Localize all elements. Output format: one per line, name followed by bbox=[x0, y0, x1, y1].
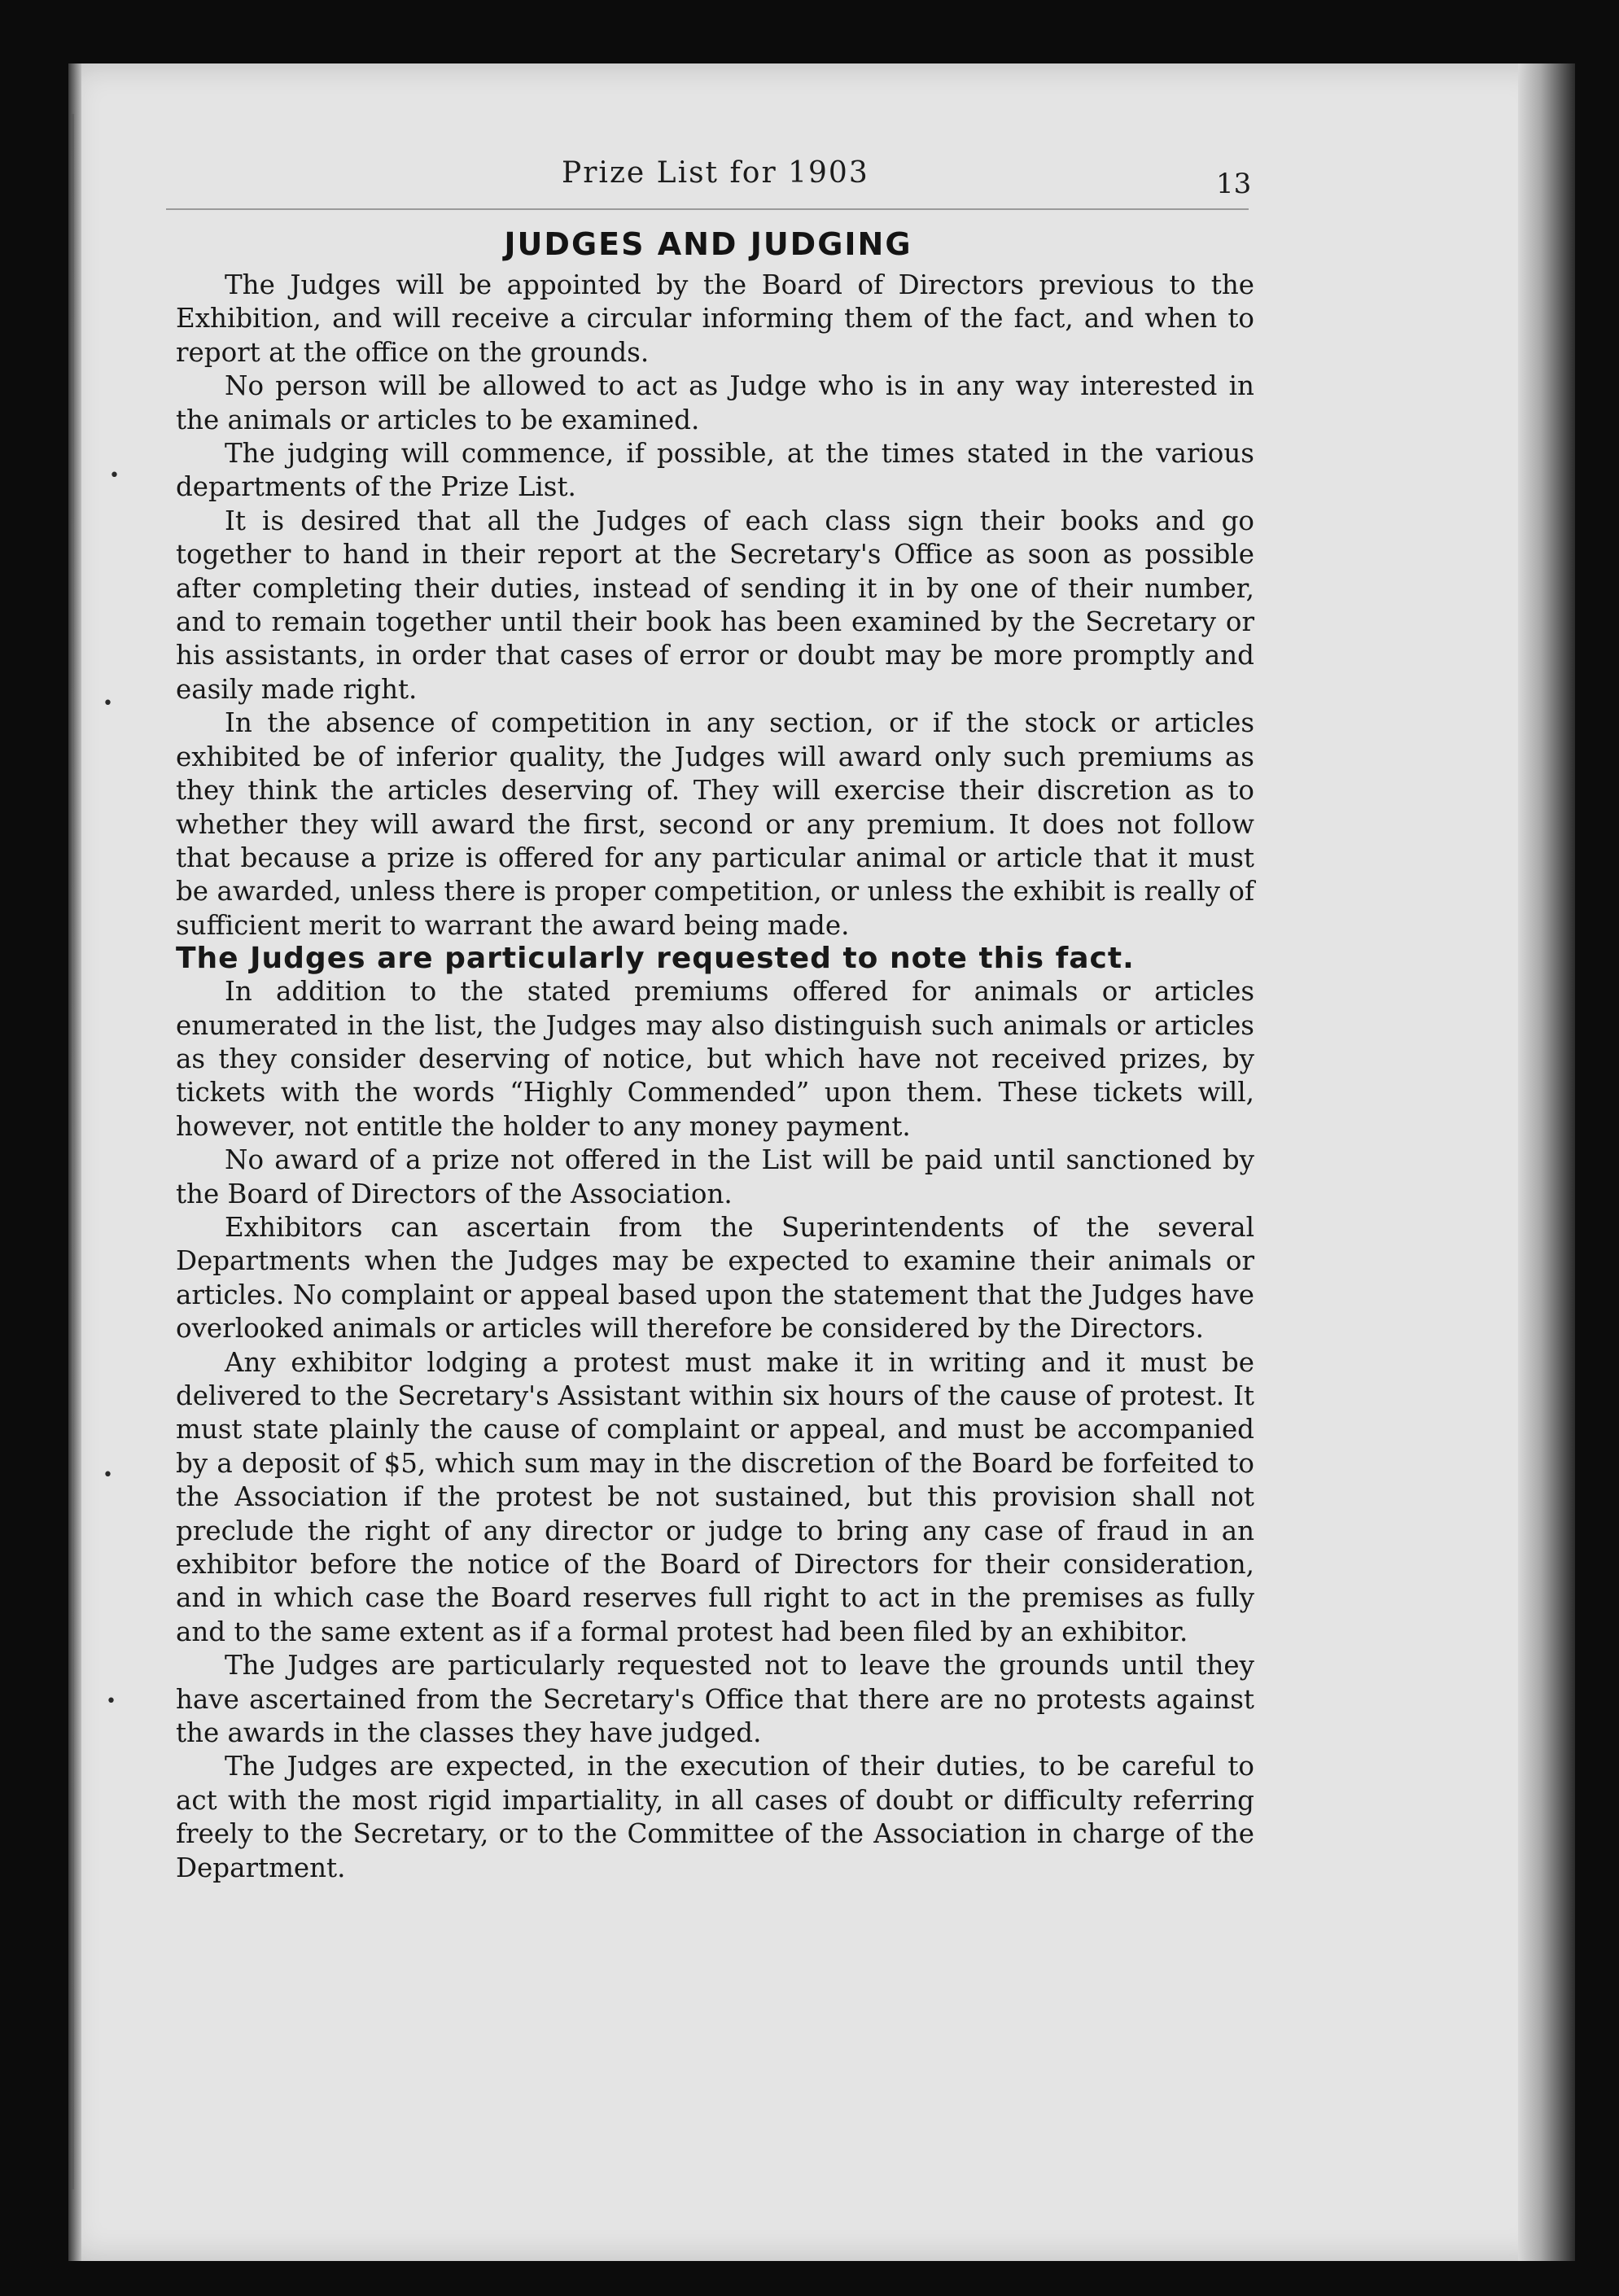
margin-speck: • bbox=[103, 1465, 113, 1485]
paragraph: In addition to the stated premiums offered for animals or articles enumerated in the list, the Judges may also distinguish such animals or articles as they consider deserving of notice, but which have not received prizes, by tickets with the words “Highly Commended” upon them. These tickets will, however, not entitle the holder to any money payment. bbox=[176, 976, 1254, 1142]
page-left-edge bbox=[68, 63, 81, 2261]
page-right-edge bbox=[1518, 63, 1575, 2261]
paragraph: Exhibitors can ascertain from the Superintendents of the several Departments when the Judges may be expected to examine their animals or articles. No complaint or appeal based upon the statement that the Judges have overlooked animals or articles will therefore be considered by the Directors. bbox=[176, 1211, 1254, 1345]
header-rule bbox=[166, 208, 1249, 210]
section-title: JUDGES AND JUDGING bbox=[504, 226, 912, 262]
running-head: Prize List for 1903 bbox=[562, 156, 869, 190]
paragraph: The judging will commence, if possible, at the times stated in the various departments of the Prize List. bbox=[176, 438, 1254, 503]
paragraph: It is desired that all the Judges of each class sign their books and go together to hand in their report at the Secretary's Office as soon as possible after completing their duties, instead of sending it in by one of their number, and to remain together until their book has been examined by the Secretary or his assistants, in order that cases of error or doubt may be more promptly and easily made right. bbox=[176, 505, 1254, 705]
paragraph: The Judges are particularly requested not to leave the grounds until they have ascertained from the Secretary's Office that there are no protests against the awards in the classes they have judged. bbox=[176, 1650, 1254, 1749]
margin-speck: • bbox=[103, 693, 113, 714]
paragraph: No award of a prize not offered in the List will be paid until sanctioned by the Board of Directors of the Association. bbox=[176, 1144, 1254, 1209]
paragraph: In the absence of competition in any section, or if the stock or articles exhibited be of inferior quality, the Judges will award only such premiums as they think the articles deserving of. They will exercise their discretion as to whether they will award the first, second or any premium. It does not follow that because a prize is offered for any particular animal or article that it must be awarded, unless there is proper competition, or unless the exhibit is really of sufficient merit to warrant the award being made. bbox=[176, 707, 1254, 941]
gutter-binding-line bbox=[72, 114, 74, 2189]
margin-speck: • bbox=[109, 466, 120, 486]
body-text bbox=[176, 269, 1254, 1885]
paragraph: The Judges are expected, in the execution of their duties, to be careful to act with the most rigid impartiality, in all cases of doubt or difficulty referring freely to the Secretary, or to the Committee of the Association in charge of the Department. bbox=[176, 1751, 1254, 1883]
page-number: 13 bbox=[1216, 168, 1252, 200]
paragraph: No person will be allowed to act as Judge who is in any way interested in the animals or articles to be examined. bbox=[176, 370, 1254, 435]
bold-notice: The Judges are particularly requested to note this fact. bbox=[176, 942, 1135, 976]
margin-speck: • bbox=[106, 1691, 116, 1712]
paragraph: The Judges will be appointed by the Board of Directors previous to the Exhibition, and will receive a circular informing them of the fact, and when to report at the office on the grounds. bbox=[176, 269, 1254, 368]
paragraph: Any exhibitor lodging a protest must make it in writing and it must be delivered to the Secretary's Assistant within six hours of the cause of protest. It must state plainly the cause of complaint or appeal, and must be accompanied by a deposit of $5, which sum may in the discretion of the Board be forfeited to the Association if the protest be not sustained, but this provision shall not preclude the right of any director or judge to bring any case of fraud in an exhibitor before the notice of the Board of Directors for their consideration, and in which case the Board reserves full right to act in the premises as fully and to the same extent as if a formal protest had been filed by an exhibitor. bbox=[176, 1346, 1254, 1647]
